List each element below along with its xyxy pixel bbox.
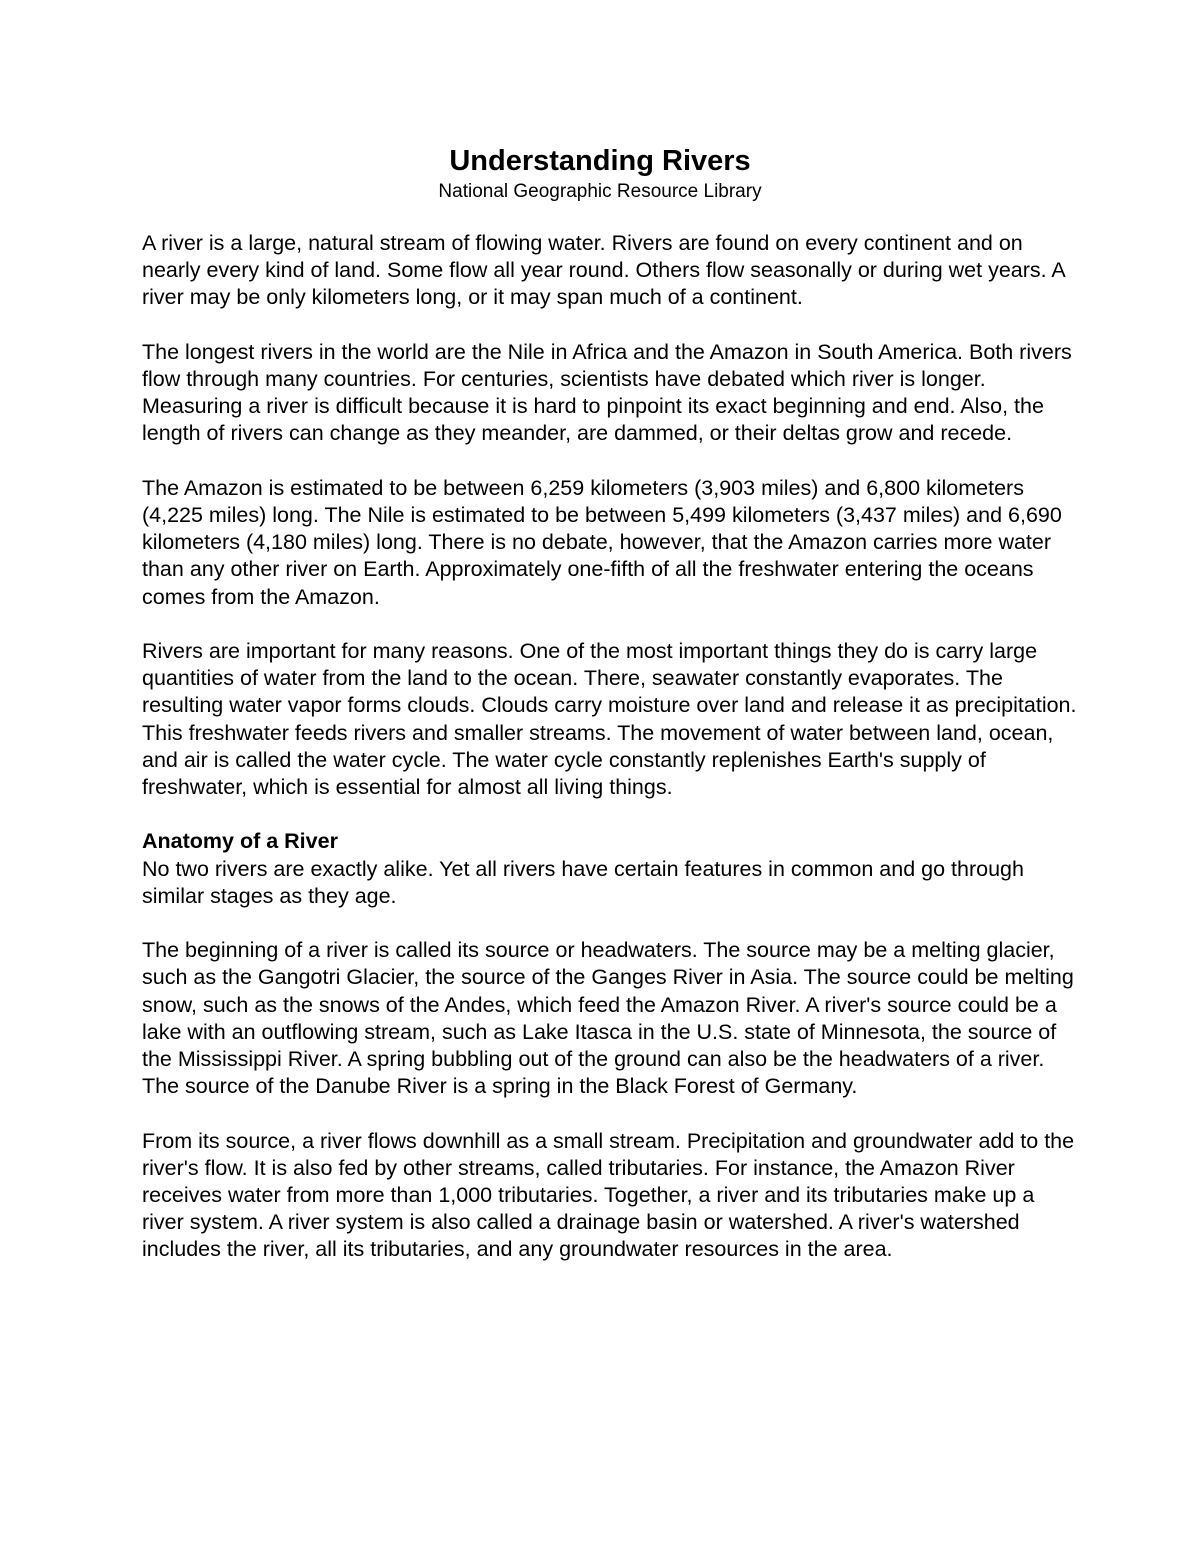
document-body <box>142 230 1082 1291</box>
paragraph-longest-rivers: The longest rivers in the world are the Nile in Africa and the Amazon in South America. Both rivers flow through many countries. For centuries, scientists have debated which river is longer. Measuring a river is difficult because it is hard to pinpoint its exact beginning and end. Also, the length of rivers can change as they meander, are dammed, or their deltas grow and recede. <box>142 339 1072 446</box>
paragraph-river-system: From its source, a river flows downhill as a small stream. Precipitation and groundwater add to the river's flow. It is also fed by other streams, called tributaries. For instance, the Amazon River receives water from more than 1,000 tributaries. Together, a river and its tributaries make up a river system. A river system is also called a drainage basin or watershed. A river's watershed includes the river, all its tributaries, and any groundwater resources in the area. <box>142 1128 1075 1262</box>
document-title: Understanding Rivers <box>449 145 751 177</box>
paragraph-importance: Rivers are important for many reasons. One of the most important things they do is carry large quantities of water from the land to the ocean. There, seawater constantly evaporates. The resulting water vapor forms clouds. Clouds carry moisture over land and release it as precipitation. This freshwater feeds rivers and smaller streams. The movement of water between land, ocean, and air is called the water cycle. The water cycle constantly replenishes Earth's supply of freshwater, which is essential for almost all living things. <box>142 639 1077 800</box>
paragraph-intro: A river is a large, natural stream of flowing water. Rivers are found on every continent and on nearly every kind of land. Some flow all year round. Others flow seasonally or during wet years. A river may be only kilometers long, or it may span much of a continent. <box>142 231 1065 310</box>
paragraph-amazon-length: The Amazon is estimated to be between 6,259 kilometers (3,903 miles) and 6,800 kilometers (4,225 miles) long. The Nile is estimated to be between 5,499 kilometers (3,437 miles) and 6,690 kilometers (4,180 miles) long. There is no debate, however, that the Amazon carries more water than any other river on Earth. Approximately one-fifth of all the freshwater entering the oceans comes from the Amazon. <box>142 475 1062 609</box>
document-subtitle: National Geographic Resource Library <box>438 181 762 202</box>
section-heading: Anatomy of a River <box>142 829 338 854</box>
paragraph-source: The beginning of a river is called its source or headwaters. The source may be a melting glacier, such as the Gangotri Glacier, the source of the Ganges River in Asia. The source could be melting snow, such as the snows of the Andes, which feed the Amazon River. A river's source could be a lake with an outflowing stream, such as Lake Itasca in the U.S. state of Minnesota, the source of the Mississippi River. A spring bubbling out of the ground can also be the headwaters of a river. The source of the Danube River is a spring in the Black Forest of Germany. <box>142 938 1074 1099</box>
paragraph-anatomy-intro: No two rivers are exactly alike. Yet all rivers have certain features in common and go through similar stages as they age. <box>142 856 1024 908</box>
